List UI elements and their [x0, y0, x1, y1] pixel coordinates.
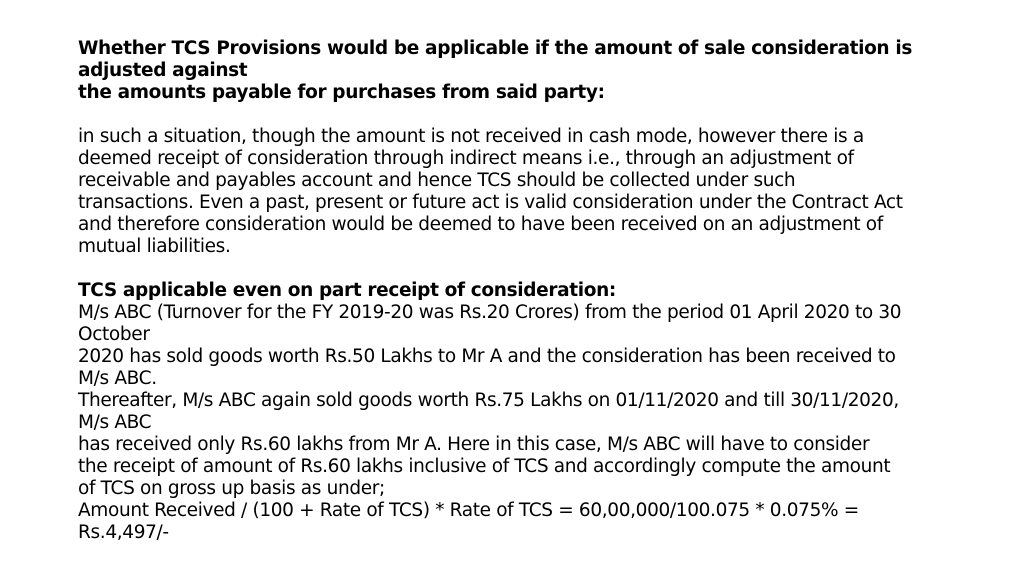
body-text-line: and therefore consideration would be deemed to have been received on an adjustment of: [78, 214, 883, 235]
paragraph-spacer: [78, 104, 958, 126]
section-heading-line: adjusted against: [78, 60, 248, 81]
body-text-line: of TCS on gross up basis as under;: [78, 478, 385, 499]
paragraph-spacer: [78, 258, 958, 280]
body-text-line: October: [78, 324, 150, 345]
body-text-line: M/s ABC.: [78, 368, 157, 389]
body-text-line: M/s ABC (Turnover for the FY 2019-20 was Rs.20 Crores) from the period 01 April 2020 to 30: [78, 302, 902, 323]
section-heading-line: Whether TCS Provisions would be applicable if the amount of sale consideration is: [78, 38, 912, 59]
section-tcs-adjustment: [78, 38, 958, 258]
body-text-line: in such a situation, though the amount is not received in cash mode, however there is a: [78, 126, 864, 147]
body-text-line: has received only Rs.60 lakhs from Mr A. Here in this case, M/s ABC will have to consider: [78, 434, 870, 455]
body-text-line: Thereafter, M/s ABC again sold goods worth Rs.75 Lakhs on 01/11/2020 and till 30/11/2020,: [78, 390, 899, 411]
section-heading: TCS applicable even on part receipt of consideration:: [78, 280, 616, 301]
body-text-line: 2020 has sold goods worth Rs.50 Lakhs to Mr A and the consideration has been received to: [78, 346, 896, 367]
body-text-line: the receipt of amount of Rs.60 lakhs inclusive of TCS and accordingly compute the amount: [78, 456, 891, 477]
body-text-line: M/s ABC: [78, 412, 152, 433]
formula-line: Amount Received / (100 + Rate of TCS) * Rate of TCS = 60,00,000/100.075 * 0.075% =: [78, 500, 859, 521]
body-text-line: deemed receipt of consideration through indirect means i.e., through an adjustment of: [78, 148, 854, 169]
body-text-line: receivable and payables account and hence TCS should be collected under such: [78, 170, 796, 191]
formula-result-line: Rs.4,497/-: [78, 522, 169, 543]
section-heading-line: the amounts payable for purchases from said party:: [78, 82, 605, 103]
body-text-line: transactions. Even a past, present or future act is valid consideration under the Contract Act: [78, 192, 903, 213]
body-text-line: mutual liabilities.: [78, 236, 231, 257]
section-tcs-part-receipt: [78, 280, 958, 544]
slide-content: [78, 38, 958, 544]
